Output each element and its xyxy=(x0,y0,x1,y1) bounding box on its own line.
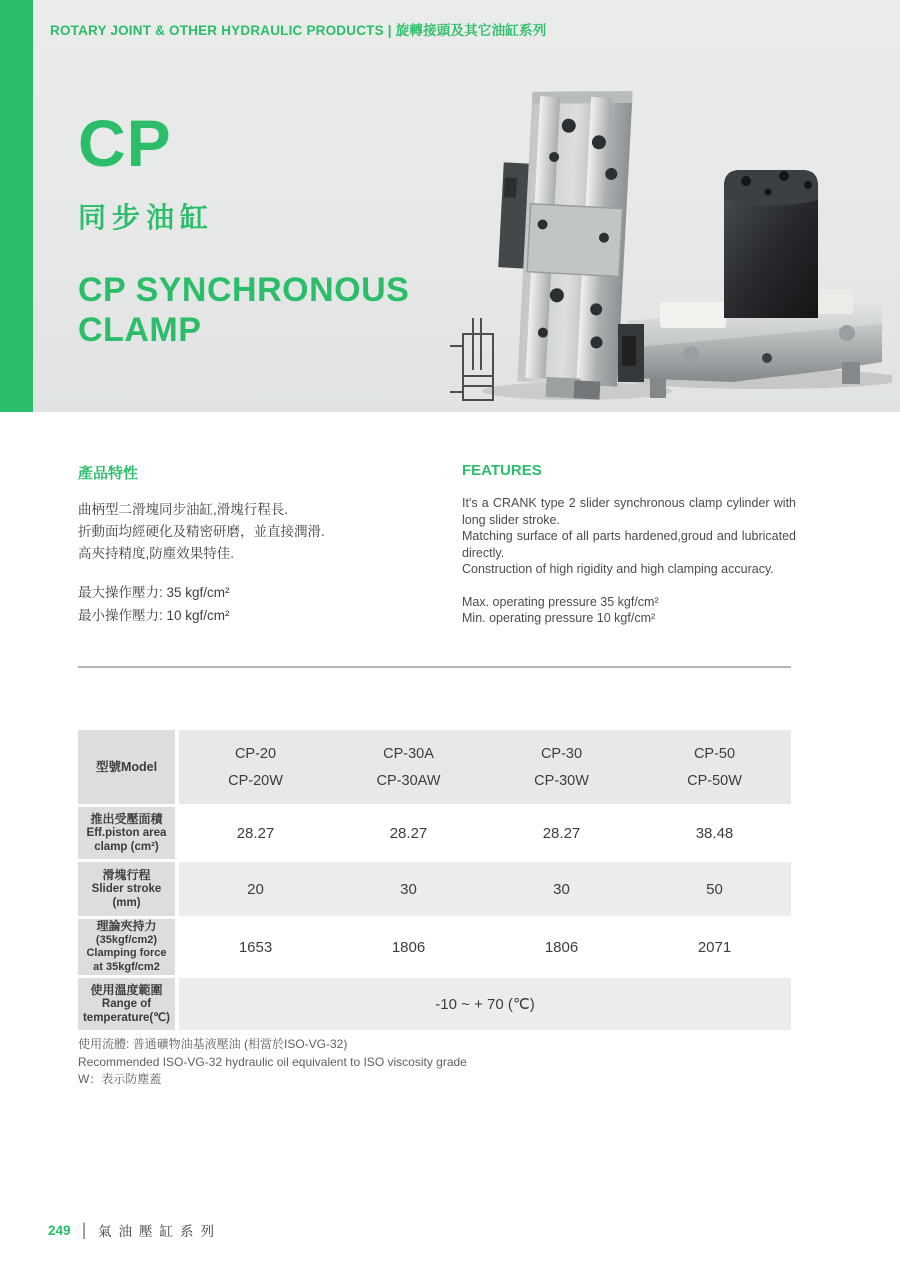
spec-value: 30 xyxy=(553,880,570,898)
spec-value: 20 xyxy=(247,880,264,898)
product-photo xyxy=(432,86,892,408)
model-name: CP-20W xyxy=(228,772,283,789)
title-block xyxy=(78,106,410,350)
features-section xyxy=(78,462,796,627)
temperature-range-value: -10 ~ + 70 (℃) xyxy=(435,996,535,1013)
product-title-en xyxy=(78,270,409,350)
spec-value: 2071 xyxy=(697,938,732,956)
row-label-temperature xyxy=(78,978,175,1030)
row-label-en: Range of xyxy=(101,998,152,1010)
features-en-heading: FEATURES xyxy=(462,462,542,479)
green-accent-bar xyxy=(0,0,33,412)
min-pressure-zh: 最小操作壓力: 10 kgf/cm² xyxy=(78,608,230,623)
pressure-zh-block xyxy=(78,581,430,627)
row-values xyxy=(179,919,791,975)
model-name: CP-50 xyxy=(693,745,736,762)
model-column-cp50 xyxy=(638,730,791,804)
features-zh-column xyxy=(78,462,430,627)
model-column-cp20 xyxy=(179,730,332,804)
pressure-en-block xyxy=(462,594,796,627)
vertical-clamp-photo xyxy=(492,86,633,401)
footnote-w-suffix: W：表示防塵蓋 xyxy=(78,1072,162,1086)
max-pressure-zh: 最大操作壓力: 35 kgf/cm² xyxy=(78,585,230,600)
row-values xyxy=(179,807,791,859)
row-label-zh: 推出受壓面積 xyxy=(90,812,163,826)
model-name: CP-30W xyxy=(534,772,589,789)
features-zh-line: 折動面均經硬化及精密研磨，並直接潤滑. xyxy=(78,524,325,539)
features-zh-line: 高夾持精度,防塵效果特佳. xyxy=(78,546,235,561)
cylinder-schematic-icon xyxy=(450,318,493,400)
row-label-en: temperature(℃) xyxy=(82,1012,171,1024)
row-label-en: (35kgf/cm2) xyxy=(95,933,158,946)
spec-value: 1806 xyxy=(544,938,579,956)
product-series-code: CP xyxy=(78,106,172,180)
product-title-zh: 同步油缸 xyxy=(78,202,215,233)
features-en-para1: It's a CRANK type 2 slider synchronous clamp cylinder with long slider stroke. xyxy=(462,496,796,527)
row-label-piston-area xyxy=(78,807,175,859)
hero-section xyxy=(0,0,900,412)
section-divider xyxy=(78,666,791,668)
spec-value: 28.27 xyxy=(542,824,581,842)
model-name: CP-50W xyxy=(687,772,742,789)
model-corner-cell: 型號Model xyxy=(78,730,175,804)
spec-value: 28.27 xyxy=(389,824,428,842)
model-name: CP-20 xyxy=(234,745,277,762)
product-title-en-line1: CP SYNCHRONOUS xyxy=(78,271,410,309)
footnote-oil-en: Recommended ISO-VG-32 hydraulic oil equivalent to ISO viscosity grade xyxy=(78,1054,467,1069)
spec-table xyxy=(78,730,791,1033)
model-name: CP-30A xyxy=(383,745,434,762)
spec-value: 30 xyxy=(400,880,417,898)
features-en-para3: Construction of high rigidity and high clamping accuracy. xyxy=(462,562,774,576)
row-label-en: Clamping force xyxy=(86,947,167,959)
model-name: CP-30AW xyxy=(376,772,441,789)
horizontal-clamp-photo xyxy=(618,170,882,398)
spec-row-temperature-range xyxy=(78,978,791,1030)
model-name: CP-30 xyxy=(540,745,583,762)
page-footer xyxy=(48,1220,221,1240)
spec-table-header-row xyxy=(78,730,791,804)
row-label-clamping-force xyxy=(78,919,175,975)
spec-value: 1806 xyxy=(391,938,426,956)
model-header-cells xyxy=(179,730,791,804)
row-label-slider-stroke xyxy=(78,862,175,916)
model-column-cp30 xyxy=(485,730,638,804)
footer-separator: │ xyxy=(80,1222,89,1238)
spec-value: 28.27 xyxy=(236,824,275,842)
spec-value: 38.48 xyxy=(695,824,734,842)
spec-value: 1653 xyxy=(238,938,273,956)
min-pressure-en: Min. operating pressure 10 kgf/cm² xyxy=(462,611,656,625)
row-values xyxy=(179,978,791,1030)
spec-row-piston-area xyxy=(78,807,791,859)
row-label-zh: 理論夾持力 xyxy=(96,919,157,933)
row-label-en: Slider stroke xyxy=(91,883,162,895)
spec-row-clamping-force xyxy=(78,919,791,975)
footnote-fluid-zh: 使用流體: 普通礦物油基液壓油 (相當於ISO-VG-32) xyxy=(78,1037,348,1051)
row-label-en: (mm) xyxy=(112,897,141,909)
features-zh-line: 曲柄型二滑塊同步油缸,滑塊行程長. xyxy=(78,502,289,517)
row-label-en: at 35kgf/cm2 xyxy=(93,960,160,973)
page-number: 249 xyxy=(48,1222,71,1238)
row-label-zh: 使用溫度範圍 xyxy=(90,983,163,997)
row-label-en: clamp (cm²) xyxy=(94,841,159,853)
features-en-column xyxy=(462,462,796,627)
row-label-zh: 滑塊行程 xyxy=(102,868,151,882)
product-title-en-line2: CLAMP xyxy=(78,311,202,349)
row-values xyxy=(179,862,791,916)
row-label-en: Eff.piston area xyxy=(86,827,167,839)
spec-value: 50 xyxy=(706,880,723,898)
spec-row-slider-stroke xyxy=(78,862,791,916)
footnotes xyxy=(78,1036,467,1089)
features-en-para2: Matching surface of all parts hardened,groud and lubricated directly. xyxy=(462,529,796,560)
series-title: 氣油壓缸系列 xyxy=(97,1224,221,1239)
features-zh-heading: 產品特性 xyxy=(78,465,139,482)
page-header: ROTARY JOINT & OTHER HYDRAULIC PRODUCTS | 旋轉接頭及其它油缸系列 xyxy=(50,23,547,38)
max-pressure-en: Max. operating pressure 35 kgf/cm² xyxy=(462,594,659,609)
model-column-cp30a xyxy=(332,730,485,804)
